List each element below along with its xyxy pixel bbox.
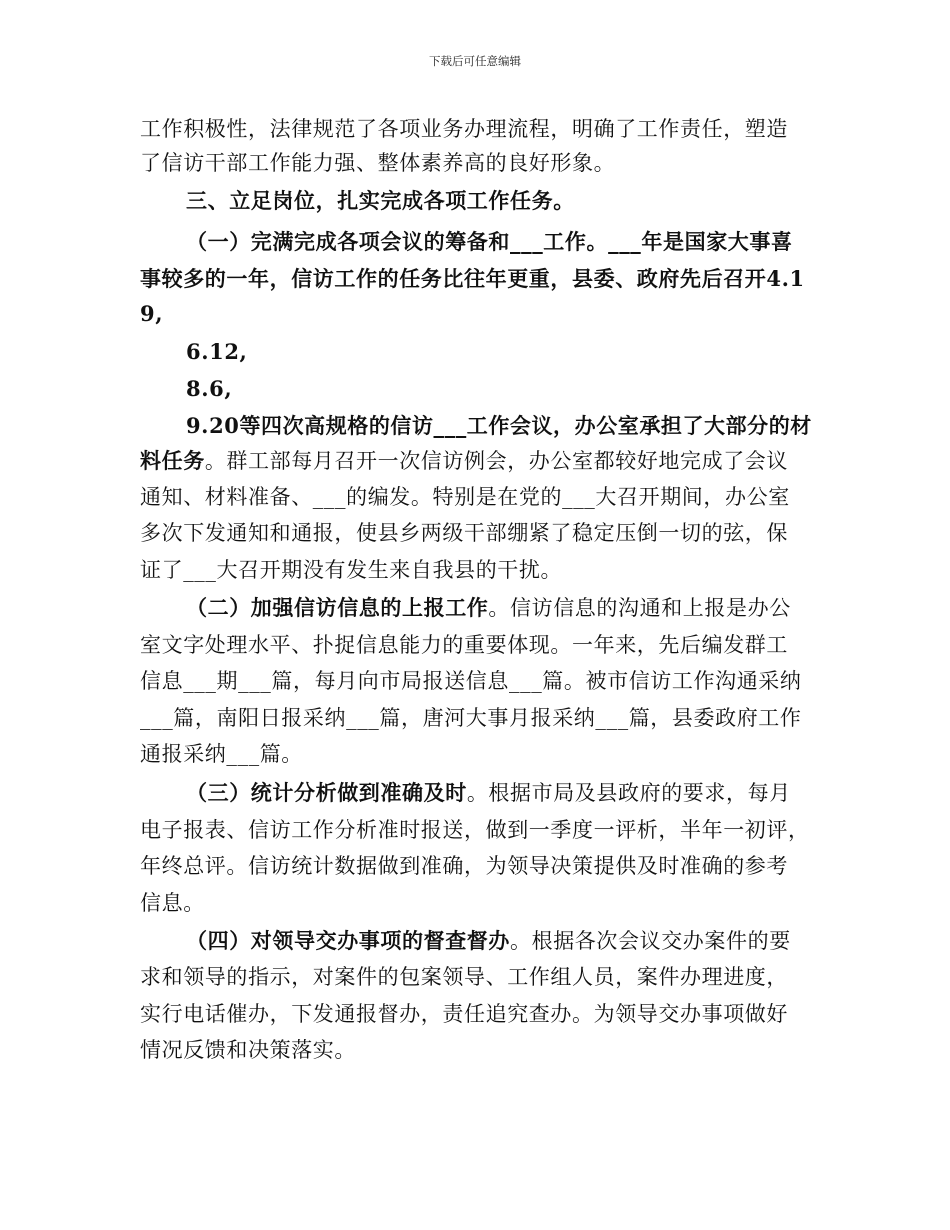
text-segment: 工作积极性，法律规范了各项业务办理流程，明确了工作责任，塑造 [140,117,788,141]
text-line [186,593,791,623]
text-line [140,962,788,992]
text-segment: 。群工部每月召开一次信访例会，办公室都较好地完成了会议 [204,449,789,473]
page-header: 下载后可任意编辑 [429,54,521,68]
text-segment: 。根据各次会议交办案件的要 [510,929,791,953]
text-line [140,703,802,733]
text-segment: 通报采纳___篇。 [140,742,303,766]
text-segment-bold: （二）加强信访信息的上报工作 [186,595,489,620]
text-line [140,739,303,769]
text-line [140,482,790,512]
text-segment: 通知、材料准备、___的编发。特别是在党的___大召开期间，办公室 [140,485,790,509]
text-segment: 9, [140,301,164,326]
section-heading [186,186,575,216]
text-line [186,337,247,367]
text-line [140,114,788,144]
text-segment: 6.12, [186,339,248,364]
text-segment: 信息。 [140,891,205,915]
text-segment: （一）完满完成各项会议的筹备和___工作。___年是国家大事喜 [186,229,793,254]
text-line [140,264,805,294]
text-segment: 信息___期___篇，每月向市局报送信息___篇。被市信访工作沟通采纳 [140,669,802,693]
text-line [140,851,788,881]
text-segment: 。信访信息的沟通和上报是办公 [488,596,791,620]
text-segment: 多次下发通知和通报，使县乡两级干部绷紧了稳定压倒一切的弦，保 [140,521,788,545]
text-line [186,227,793,257]
text-segment: ___篇，南阳日报采纳___篇，唐河大事月报采纳___篇，县委政府工作 [140,706,802,730]
text-segment: 了信访干部工作能力强、整体素养高的良好形象。 [140,151,616,175]
text-segment-bold: （三）统计分析做到准确及时 [186,780,467,805]
text-line [140,555,562,585]
text-line [140,446,788,476]
text-segment: 三、立足岗位，扎实完成各项工作任务。 [186,188,575,213]
text-segment: 电子报表、信访工作分析准时报送，做到一季度一评析，半年一初评， [140,818,810,842]
text-segment: 实行电话催办，下发通报督办，责任追究查办。为领导交办事项做好 [140,1002,788,1026]
text-line [140,148,615,178]
text-line [140,999,788,1029]
text-line [186,926,791,956]
text-segment-bold: （四）对领导交办事项的督查督办 [186,928,510,953]
text-line [140,630,788,660]
text-line [186,778,791,808]
text-segment: 年终总评。信访统计数据做到准确，为领导决策提供及时准确的参考 [140,854,788,878]
text-line [140,815,810,845]
text-line [140,299,163,329]
text-segment: 证了___大召开期没有发生来自我县的干扰。 [140,558,563,582]
text-segment: 情况反馈和决策落实。 [140,1038,356,1062]
text-line [140,1035,356,1065]
text-segment-bold: 料任务 [140,448,205,473]
text-line [186,411,812,441]
text-segment: 8.6, [186,376,233,401]
text-segment: 9.20等四次高规格的信访___工作会议，办公室承担了大部分的材 [186,413,812,438]
text-line [186,374,232,404]
text-line [140,518,788,548]
text-segment: 室文字处理水平、扑捉信息能力的重要体现。一年来，先后编发群工 [140,633,788,657]
text-segment: 求和领导的指示，对案件的包案领导、工作组人员，案件办理进度， [140,965,788,989]
text-line [140,666,802,696]
text-segment: 事较多的一年，信访工作的任务比往年更重，县委、政府先后召开4.1 [140,266,805,291]
text-line [140,888,205,918]
text-segment: 。根据市局及县政府的要求，每月 [466,781,791,805]
